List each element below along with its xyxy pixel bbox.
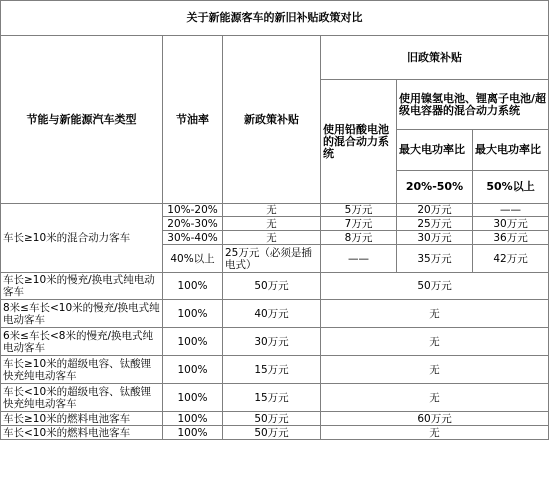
fuel-rate-cell: 100% [163,384,223,412]
header-lead-acid-system: 使用铅酸电池的混合动力系统 [321,80,397,204]
header-vehicle-type: 节能与新能源汽车类型 [1,36,163,204]
table-row [1,384,549,412]
vehicle-type-cell: 车长≥10米的超级电容、钛酸锂快充纯电动客车 [1,356,163,384]
new-policy-cell: 15万元 [223,356,321,384]
new-policy-cell: 25万元（必须是插电式） [223,245,321,273]
fuel-rate-cell: 40%以上 [163,245,223,273]
header-new-policy: 新政策补贴 [223,36,321,204]
old-policy-cell: 50万元 [321,273,549,300]
new-policy-cell: 无 [223,204,321,217]
lead-acid-cell: 8万元 [321,231,397,245]
ratio-1-cell: 20万元 [397,204,473,217]
new-policy-cell: 无 [223,231,321,245]
vehicle-type-cell: 8米≤车长<10米的慢充/换电式纯电动客车 [1,300,163,328]
lead-acid-cell: 5万元 [321,204,397,217]
ratio-1-cell: 25万元 [397,217,473,231]
new-policy-cell: 40万元 [223,300,321,328]
fuel-rate-cell: 20%-30% [163,217,223,231]
new-policy-cell: 50万元 [223,426,321,440]
new-policy-cell: 50万元 [223,273,321,300]
fuel-rate-cell: 100% [163,356,223,384]
header-max-power-ratio-1: 最大电功率比 [397,130,473,171]
table-row [1,356,549,384]
ratio-1-cell: 35万元 [397,245,473,273]
table-row [1,300,549,328]
old-policy-cell: 无 [321,300,549,328]
table-title: 关于新能源客车的新旧补贴政策对比 [1,1,549,36]
vehicle-type-cell: 车长≥10米的慢充/换电式纯电动客车 [1,273,163,300]
new-policy-cell: 30万元 [223,328,321,356]
header-max-power-ratio-2: 最大电功率比 [473,130,549,171]
lead-acid-cell: 7万元 [321,217,397,231]
table-row [1,273,549,300]
new-policy-cell: 无 [223,217,321,231]
new-policy-cell: 50万元 [223,412,321,426]
hybrid-vehicle-type: 车长≥10米的混合动力客车 [1,204,163,273]
ratio-2-cell: 36万元 [473,231,549,245]
vehicle-type-cell: 车长<10米的燃料电池客车 [1,426,163,440]
table-row [1,204,549,217]
header-advanced-battery-system: 使用镍氢电池、锂离子电池/超级电容器的混合动力系统 [397,80,549,130]
ratio-1-cell: 30万元 [397,231,473,245]
old-policy-cell: 无 [321,356,549,384]
fuel-rate-cell: 100% [163,328,223,356]
table-row [1,412,549,426]
ratio-2-cell: 42万元 [473,245,549,273]
vehicle-type-cell: 车长<10米的超级电容、钛酸锂快充纯电动客车 [1,384,163,412]
table-row [1,328,549,356]
table-row [1,426,549,440]
old-policy-cell: 60万元 [321,412,549,426]
vehicle-type-cell: 6米≤车长<8米的慢充/换电式纯电动客车 [1,328,163,356]
ratio-2-cell: 30万元 [473,217,549,231]
fuel-rate-cell: 10%-20% [163,204,223,217]
new-policy-cell: 15万元 [223,384,321,412]
fuel-rate-cell: 100% [163,300,223,328]
lead-acid-cell: —— [321,245,397,273]
old-policy-cell: 无 [321,384,549,412]
header-ratio-range-1: 20%-50% [397,171,473,204]
header-old-policy: 旧政策补贴 [321,36,549,80]
fuel-rate-cell: 100% [163,426,223,440]
old-policy-cell: 无 [321,328,549,356]
fuel-rate-cell: 100% [163,273,223,300]
fuel-rate-cell: 30%-40% [163,231,223,245]
old-policy-cell: 无 [321,426,549,440]
fuel-rate-cell: 100% [163,412,223,426]
header-fuel-saving-rate: 节油率 [163,36,223,204]
header-ratio-range-2: 50%以上 [473,171,549,204]
vehicle-type-cell: 车长≥10米的燃料电池客车 [1,412,163,426]
ratio-2-cell: —— [473,204,549,217]
